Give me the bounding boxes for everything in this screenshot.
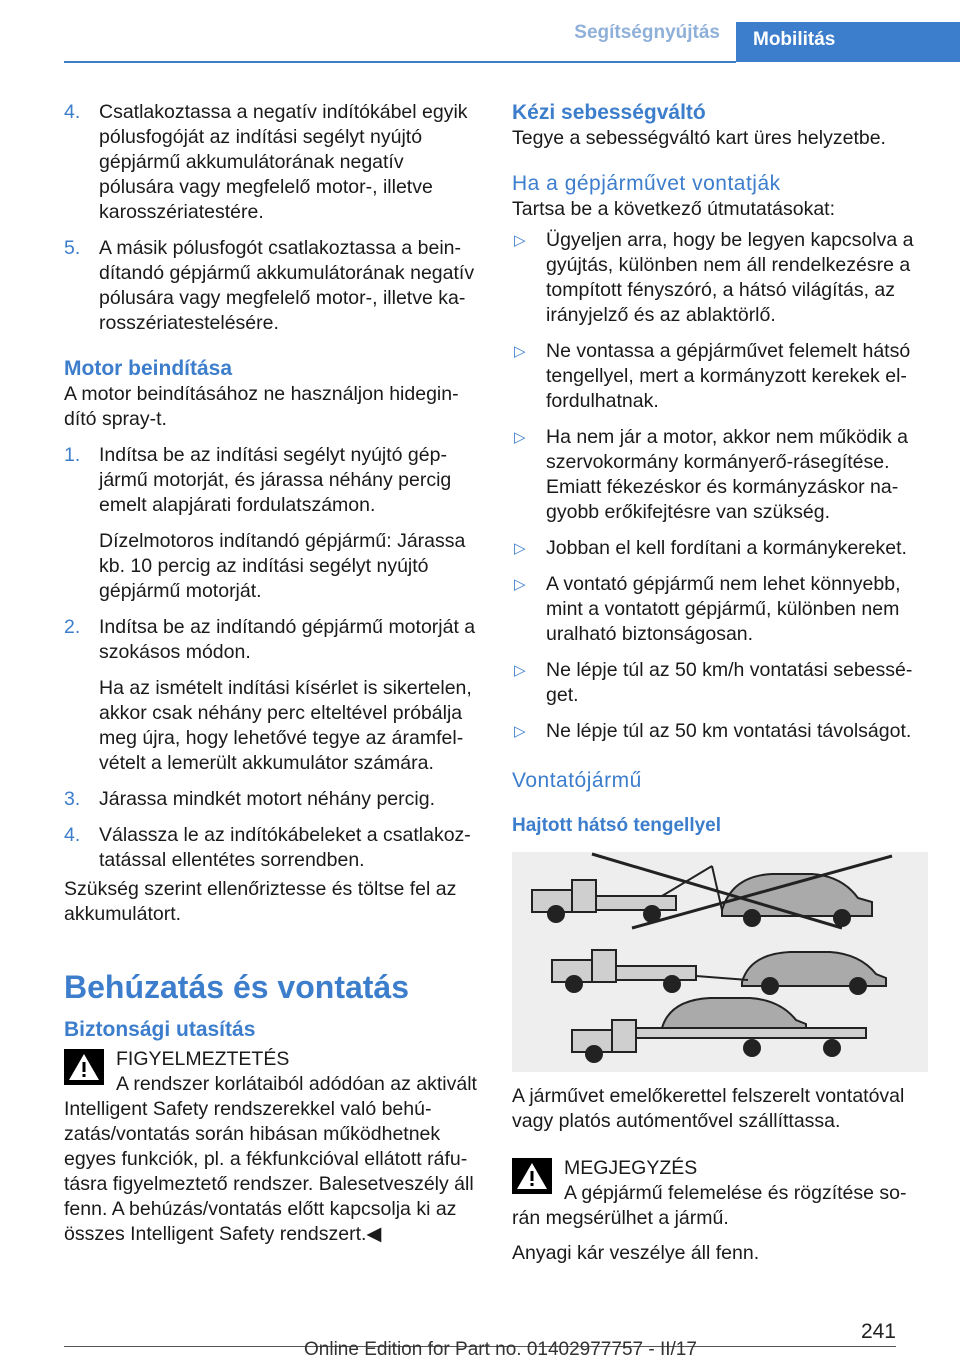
connect-steps-list bbox=[64, 100, 480, 336]
rule-text: Jobban el kell fordítani a kormánykereket. bbox=[546, 537, 907, 559]
warning-block bbox=[64, 1047, 480, 1247]
left-column bbox=[64, 100, 480, 1247]
warning-icon bbox=[512, 1158, 552, 1194]
rule-text: A vontató gépjármű nem lehet könnyebb, mint a vontatott gépjármű, különben nem uralható biztonságosan. bbox=[546, 573, 901, 645]
towing-methods-illustration bbox=[512, 852, 928, 1072]
warning-icon bbox=[64, 1049, 104, 1085]
list-item bbox=[64, 823, 480, 873]
step-number: 4. bbox=[64, 824, 81, 846]
motor-start-intro: A motor beindításához ne használjon hidegindító spray-t. bbox=[64, 383, 459, 430]
step-subtext: Ha az ismételt indítási kísérlet is sikertelen, akkor csak néhány perc elteltével próbálja meg újra, hogy lehetővé tegye az áramfelvételt a lemerült akkumulátor számára. bbox=[99, 677, 472, 774]
warning-text bbox=[64, 1072, 480, 1247]
step-number: 2. bbox=[64, 616, 81, 638]
triangle-bullet-icon: ▷ bbox=[514, 662, 526, 679]
safety-heading: Biztonsági utasítás bbox=[64, 1018, 256, 1041]
motor-start-heading: Motor beindítása bbox=[64, 357, 233, 380]
towed-intro: Tartsa be a következő útmutatásokat: bbox=[512, 198, 836, 220]
triangle-bullet-icon: ▷ bbox=[514, 576, 526, 593]
list-item bbox=[512, 719, 928, 744]
note-label: MEGJEGYZÉS bbox=[564, 1157, 698, 1179]
list-item bbox=[64, 236, 480, 336]
step-text: Csatlakoztassa a negatív indítókábel egyik pólusfogóját az indítási segélyt nyújtó gépjármű akkumulátorának negatív pólusára vagy megfelelő motor-, illetve karosszériatestére. bbox=[99, 101, 468, 223]
list-item bbox=[512, 536, 928, 561]
list-item bbox=[512, 339, 928, 414]
towed-heading: Ha a gépjárművet vontatják bbox=[512, 172, 781, 195]
rear-axle-heading: Hajtott hátsó tengellyel bbox=[512, 815, 722, 836]
list-item bbox=[512, 658, 928, 708]
step-number: 5. bbox=[64, 237, 81, 259]
triangle-bullet-icon: ▷ bbox=[514, 723, 526, 740]
warning-label: FIGYELMEZTETÉS bbox=[116, 1048, 290, 1070]
list-item bbox=[64, 443, 480, 604]
rule-text: Ne vontassa a gépjárművet felemelt hátsó tengellyel, mert a kormányzott kerekek elfordulhatnak. bbox=[546, 340, 911, 412]
step-text: Válassza le az indítókábeleket a csatlakoztatással ellentétes sorrendben. bbox=[99, 824, 471, 871]
manual-gearbox-text: Tegye a sebességváltó kart üres helyzetbe. bbox=[512, 127, 886, 149]
header-section-title[interactable]: Segítségnyújtás bbox=[574, 22, 720, 43]
triangle-bullet-icon: ▷ bbox=[514, 540, 526, 557]
step-text: Indítsa be az indítási segélyt nyújtó gépjármű motorját, és járassa néhány percig emelt alapjárati fordulatszámon. bbox=[99, 444, 452, 516]
start-steps-list bbox=[64, 443, 480, 873]
tractor-vehicle-heading: Vontatójármű bbox=[512, 769, 642, 792]
triangle-bullet-icon: ▷ bbox=[514, 232, 526, 249]
right-column bbox=[512, 100, 928, 1266]
step-number: 3. bbox=[64, 788, 81, 810]
warning-text-content: A rendszer korlátaiból adódóan az aktivált Intelligent Safety rendszerekkel való behúzatás/vontatás során hibásan működhetnek egyes funkciók, pl. a fékfunkcióval ellátott ráfutásra figyelmeztető rendszer. Balesetveszély áll fenn. A behúzás/vontatás előtt kapcsolja ki az összes Intelligent Safety rendszert.◀ bbox=[64, 1073, 477, 1245]
triangle-bullet-icon: ▷ bbox=[514, 429, 526, 446]
step-text: Indítsa be az indítandó gépjármű motorját a szokásos módon. bbox=[99, 616, 476, 663]
edition-info: Online Edition for Part no. 01402977757 - II/17 bbox=[304, 1339, 697, 1360]
rule-text: Ha nem jár a motor, akkor nem működik a szervokormány kormányerő-rásegítése. Emiatt fékezéskor és kormányzáskor nagyobb erőkifejtésre van szükség. bbox=[546, 426, 908, 523]
triangle-bullet-icon: ▷ bbox=[514, 343, 526, 360]
header-rule bbox=[64, 61, 736, 63]
header-chapter-tab[interactable]: Mobilitás bbox=[736, 22, 960, 62]
tow-truck-illustration bbox=[512, 852, 928, 1072]
list-item bbox=[64, 100, 480, 225]
page-number: 241 bbox=[860, 1320, 896, 1343]
step-text: Járassa mindkét motort néhány percig. bbox=[99, 788, 435, 810]
list-item bbox=[512, 425, 928, 525]
rule-text: Ne lépje túl az 50 km vontatási távolságot. bbox=[546, 720, 912, 742]
page-header bbox=[0, 0, 960, 62]
step-subtext: Dízelmotoros indítandó gépjármű: Járassa kb. 10 percig az indítási segélyt nyújtó gépjármű motorját. bbox=[99, 530, 466, 602]
towing-main-heading: Behúzatás és vontatás bbox=[64, 969, 410, 1005]
step-text: A másik pólusfogót csatlakoztassa a beindítandó gépjármű akkumulátorának negatív pólusára vagy megfelelő motor-, illetve karosszériatestelésére. bbox=[99, 237, 475, 334]
note-text: A gépjármű felemelése és rögzítése során megsérülhet a jármű. bbox=[512, 1182, 907, 1229]
figure-caption: A járművet emelőkerettel felszerelt vontatóval vagy platós autómentővel szállíttassa. bbox=[512, 1085, 905, 1132]
step-number: 4. bbox=[64, 101, 81, 123]
step-number: 1. bbox=[64, 444, 81, 466]
towing-rules-list bbox=[512, 228, 928, 744]
list-item bbox=[512, 228, 928, 328]
note-consequence: Anyagi kár veszélye áll fenn. bbox=[512, 1242, 760, 1264]
list-item bbox=[64, 615, 480, 776]
rule-text: Ügyeljen arra, hogy be legyen kapcsolva a gyújtás, különben nem áll rendelkezésre a tompított fényszóró, a hátsó világítás, az irányjelző és az ablaktörlő. bbox=[546, 229, 914, 326]
page-footer bbox=[0, 1310, 960, 1362]
list-item bbox=[64, 787, 480, 812]
rule-text: Ne lépje túl az 50 km/h vontatási sebességet. bbox=[546, 659, 913, 706]
note-block bbox=[512, 1156, 928, 1266]
manual-gearbox-heading: Kézi sebességváltó bbox=[512, 101, 706, 124]
list-item bbox=[512, 572, 928, 647]
charge-note: Szükség szerint ellenőriztesse és töltse fel az akkumulátort. bbox=[64, 878, 457, 925]
